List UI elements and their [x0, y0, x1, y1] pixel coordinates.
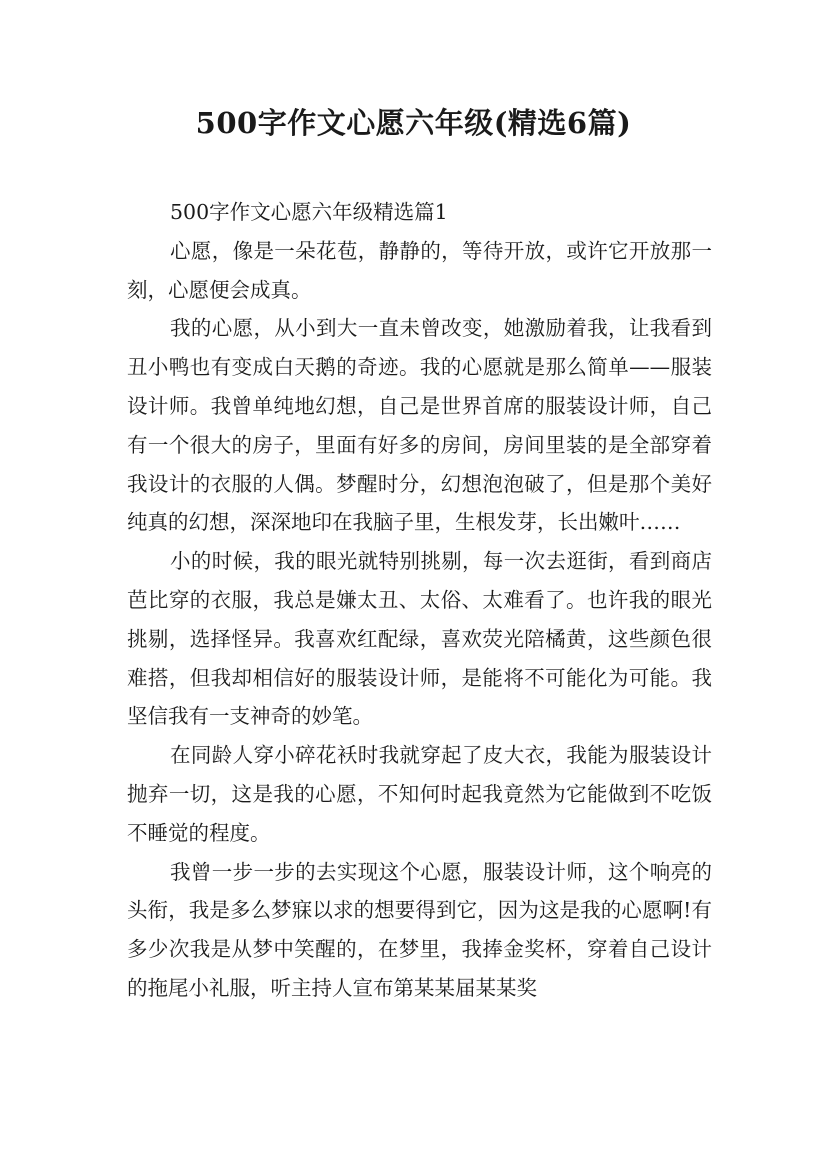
paragraph: 心愿，像是一朵花苞，静静的，等待开放，或许它开放那一刻，心愿便会成真。 — [127, 238, 712, 302]
section-heading: 500字作文心愿六年级精选篇1 — [170, 200, 448, 224]
document-body — [127, 193, 712, 1008]
paragraph: 我曾一步一步的去实现这个心愿，服装设计师，这个响亮的头衔，我是多么梦寐以求的想要得到它，因为这是我的心愿啊!有多少次我是从梦中笑醒的，在梦里，我捧金奖杯，穿着自己设计的拖尾小礼服，听主持人宣布第某某届某某奖 — [127, 859, 712, 1000]
paragraph: 我的心愿，从小到大一直未曾改变，她激励着我，让我看到丑小鸭也有变成白天鹅的奇迹。我的心愿就是那么简单——服装设计师。我曾单纯地幻想，自己是世界首席的服装设计师，自己有一个很大的房子，里面有好多的房间，房间里装的是全部穿着我设计的衣服的人偶。梦醒时分，幻想泡泡破了，但是那个美好纯真的幻想，深深地印在我脑子里，生根发芽，长出嫩叶…… — [127, 316, 712, 535]
paragraph: 小的时候，我的眼光就特别挑剔，每一次去逛街，看到商店芭比穿的衣服，我总是嫌太丑、太俗、太难看了。也许我的眼光挑剔，选择怪异。我喜欢红配绿，喜欢荧光陪橘黄，这些颜色很难搭，但我却相信好的服装设计师，是能将不可能化为可能。我坚信我有一支神奇的妙笔。 — [127, 549, 712, 729]
paragraph: 在同龄人穿小碎花袄时我就穿起了皮大衣，我能为服装设计抛弃一切，这是我的心愿，不知何时起我竟然为它能做到不吃饭不睡觉的程度。 — [127, 743, 712, 845]
document-title: 500字作文心愿六年级(精选6篇) — [195, 106, 632, 140]
